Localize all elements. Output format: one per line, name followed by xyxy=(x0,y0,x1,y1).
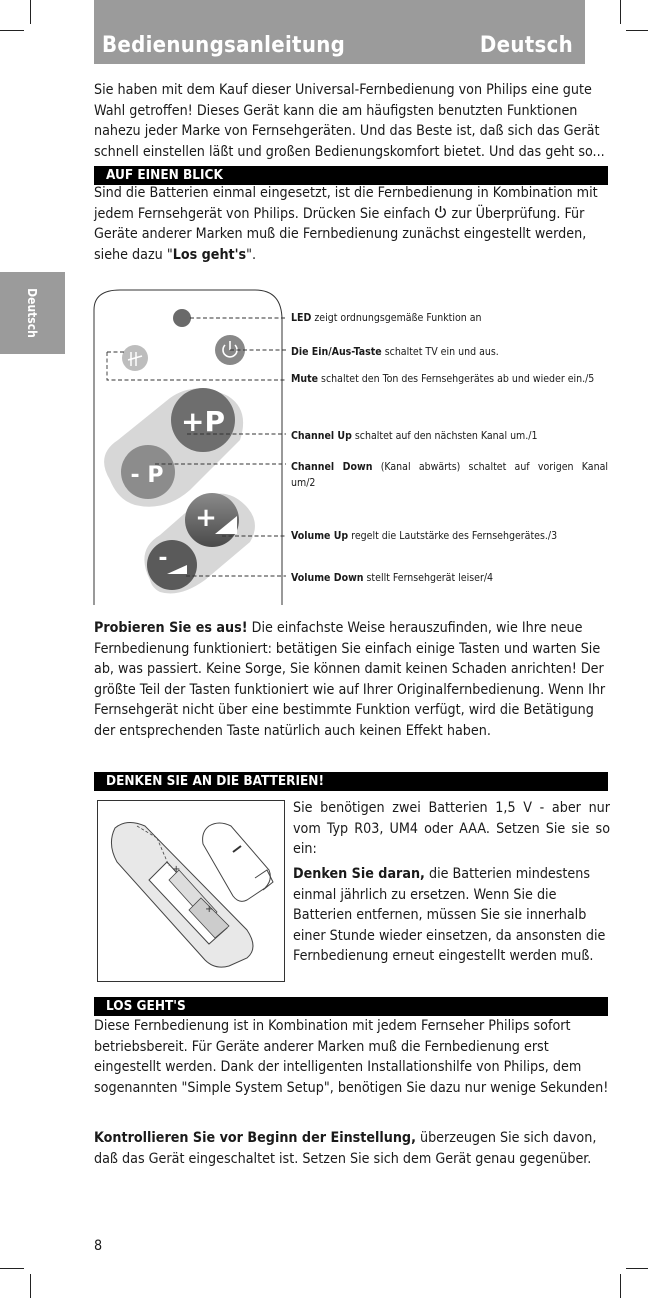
label-channel-up: Channel Up schaltet auf den nächsten Kanal um./1 xyxy=(291,430,538,442)
battery-type-paragraph: Sie benötigen zwei Batterien 1,5 V - aber nur vom Typ R03, UM4 oder AAA. Setzen Sie sie so ein: xyxy=(293,800,610,858)
page-number: 8 xyxy=(94,1238,103,1254)
label-channel-down: Channel Down (Kanal abwärts) schaltet auf vorigen Kanal um/2 xyxy=(291,461,608,489)
volume-up-label: + xyxy=(195,503,217,533)
crop-mark xyxy=(0,30,24,31)
page-header xyxy=(94,0,585,64)
label-volume-down: Volume Down stellt Fernsehgerät leiser/4 xyxy=(291,572,494,584)
check-before-setup-paragraph: Kontrollieren Sie vor Beginn der Einstellung, überzeugen Sie sich davon, daß das Gerät eingeschaltet ist. Setzen Sie sich dem Gerät genau gegenüber. xyxy=(94,1130,597,1167)
battery-illustration xyxy=(97,800,285,982)
volume-down-button[interactable] xyxy=(147,540,197,590)
label-led: LED zeigt ordnungsgemäße Funktion an xyxy=(291,312,482,324)
crop-mark xyxy=(30,1274,31,1298)
remote-control-diagram xyxy=(0,280,648,610)
crop-mark xyxy=(620,0,621,24)
channel-up-label: +P xyxy=(181,405,225,438)
label-power: Die Ein/Aus-Taste schaltet TV ein und aus. xyxy=(291,346,499,358)
overview-paragraph: Sind die Batterien einmal eingesetzt, ist die Fernbedienung in Kombination mit jedem Fernsehgerät von Philips. Drücken Sie einfach zur Überprüfung. Für Geräte anderer Marken muß die Fernbedienung zunächst eingestellt werden, siehe dazu "Los geht's". xyxy=(94,185,598,263)
crop-mark xyxy=(626,1268,648,1269)
battery-reminder-paragraph: Denken Sie daran, die Batterien mindestens einmal jährlich zu ersetzen. Wenn Sie die Batterien entfernen, müssen Sie sie innerhalb einer Stunde wieder einsetzen, da ansonsten die Fernbedienung erneut eingestellt werden muß. xyxy=(293,866,606,965)
power-icon xyxy=(434,205,447,219)
header-title: Bedienungsanleitung xyxy=(102,33,346,58)
side-tab-label: Deutsch xyxy=(25,288,39,338)
volume-down-label: - xyxy=(158,546,168,571)
crop-mark xyxy=(620,1274,621,1298)
battery-plus-sign: + xyxy=(205,904,214,915)
channel-down-label: - P xyxy=(130,463,164,488)
try-it-paragraph: Probieren Sie es aus! Die einfachste Weise herauszufinden, wie Ihre neue Fernbedienung funktioniert: betätigen Sie einfach einige Tasten und warten Sie ab, was passiert. Keine Sorge, Sie können damit keinen Schaden anrichten! Der größte Teil der Tasten funktioniert wie auf Ihrer Originalfernbedienung. Wenn Ihr Fernsehgerät nicht über eine bestimmte Funktion verfügt, wird die Betätigung der entsprechenden Taste natürlich auch keinen Effekt haben. xyxy=(94,620,606,739)
battery-plus-sign: + xyxy=(172,864,181,875)
label-volume-up: Volume Up regelt die Lautstärke des Fernsehgerätes./3 xyxy=(291,530,558,542)
getting-started-paragraph: Diese Fernbedienung ist in Kombination mit jedem Fernseher Philips sofort betriebsbereit. Für Geräte anderer Marken muß die Fernbedienung erst eingestellt werden. Dank der intelligenten Installationshilfe von Philips, dem sogenannten "Simple System Setup", benötigen Sie dazu nur wenige Sekunden! xyxy=(94,1018,609,1096)
label-mute: Mute schaltet den Ton des Fernsehgerätes ab und wieder ein./5 xyxy=(291,373,595,385)
section-heading-batteries: DENKEN SIE AN DIE BATTERIEN! xyxy=(94,772,608,791)
section-heading-getting-started: LOS GEHT'S xyxy=(94,997,608,1016)
crop-mark xyxy=(626,30,648,31)
section-heading-overview: AUF EINEN BLICK xyxy=(94,166,608,185)
intro-paragraph: Sie haben mit dem Kauf dieser Universal-Fernbedienung von Philips eine gute Wahl getroffen! Dieses Gerät kann die am häufigsten benutzten Funktionen nahezu jeder Marke von Fernsehgeräten. Und das Beste ist, daß sich das Gerät schnell einstellen läßt und großen Bedienungskomfort bietet. Und das geht so... xyxy=(94,82,605,160)
los-gehts-reference: Los geht's xyxy=(172,246,247,263)
crop-mark xyxy=(30,0,31,24)
led-indicator xyxy=(173,309,191,327)
header-language: Deutsch xyxy=(479,33,573,58)
crop-mark xyxy=(0,1268,24,1269)
